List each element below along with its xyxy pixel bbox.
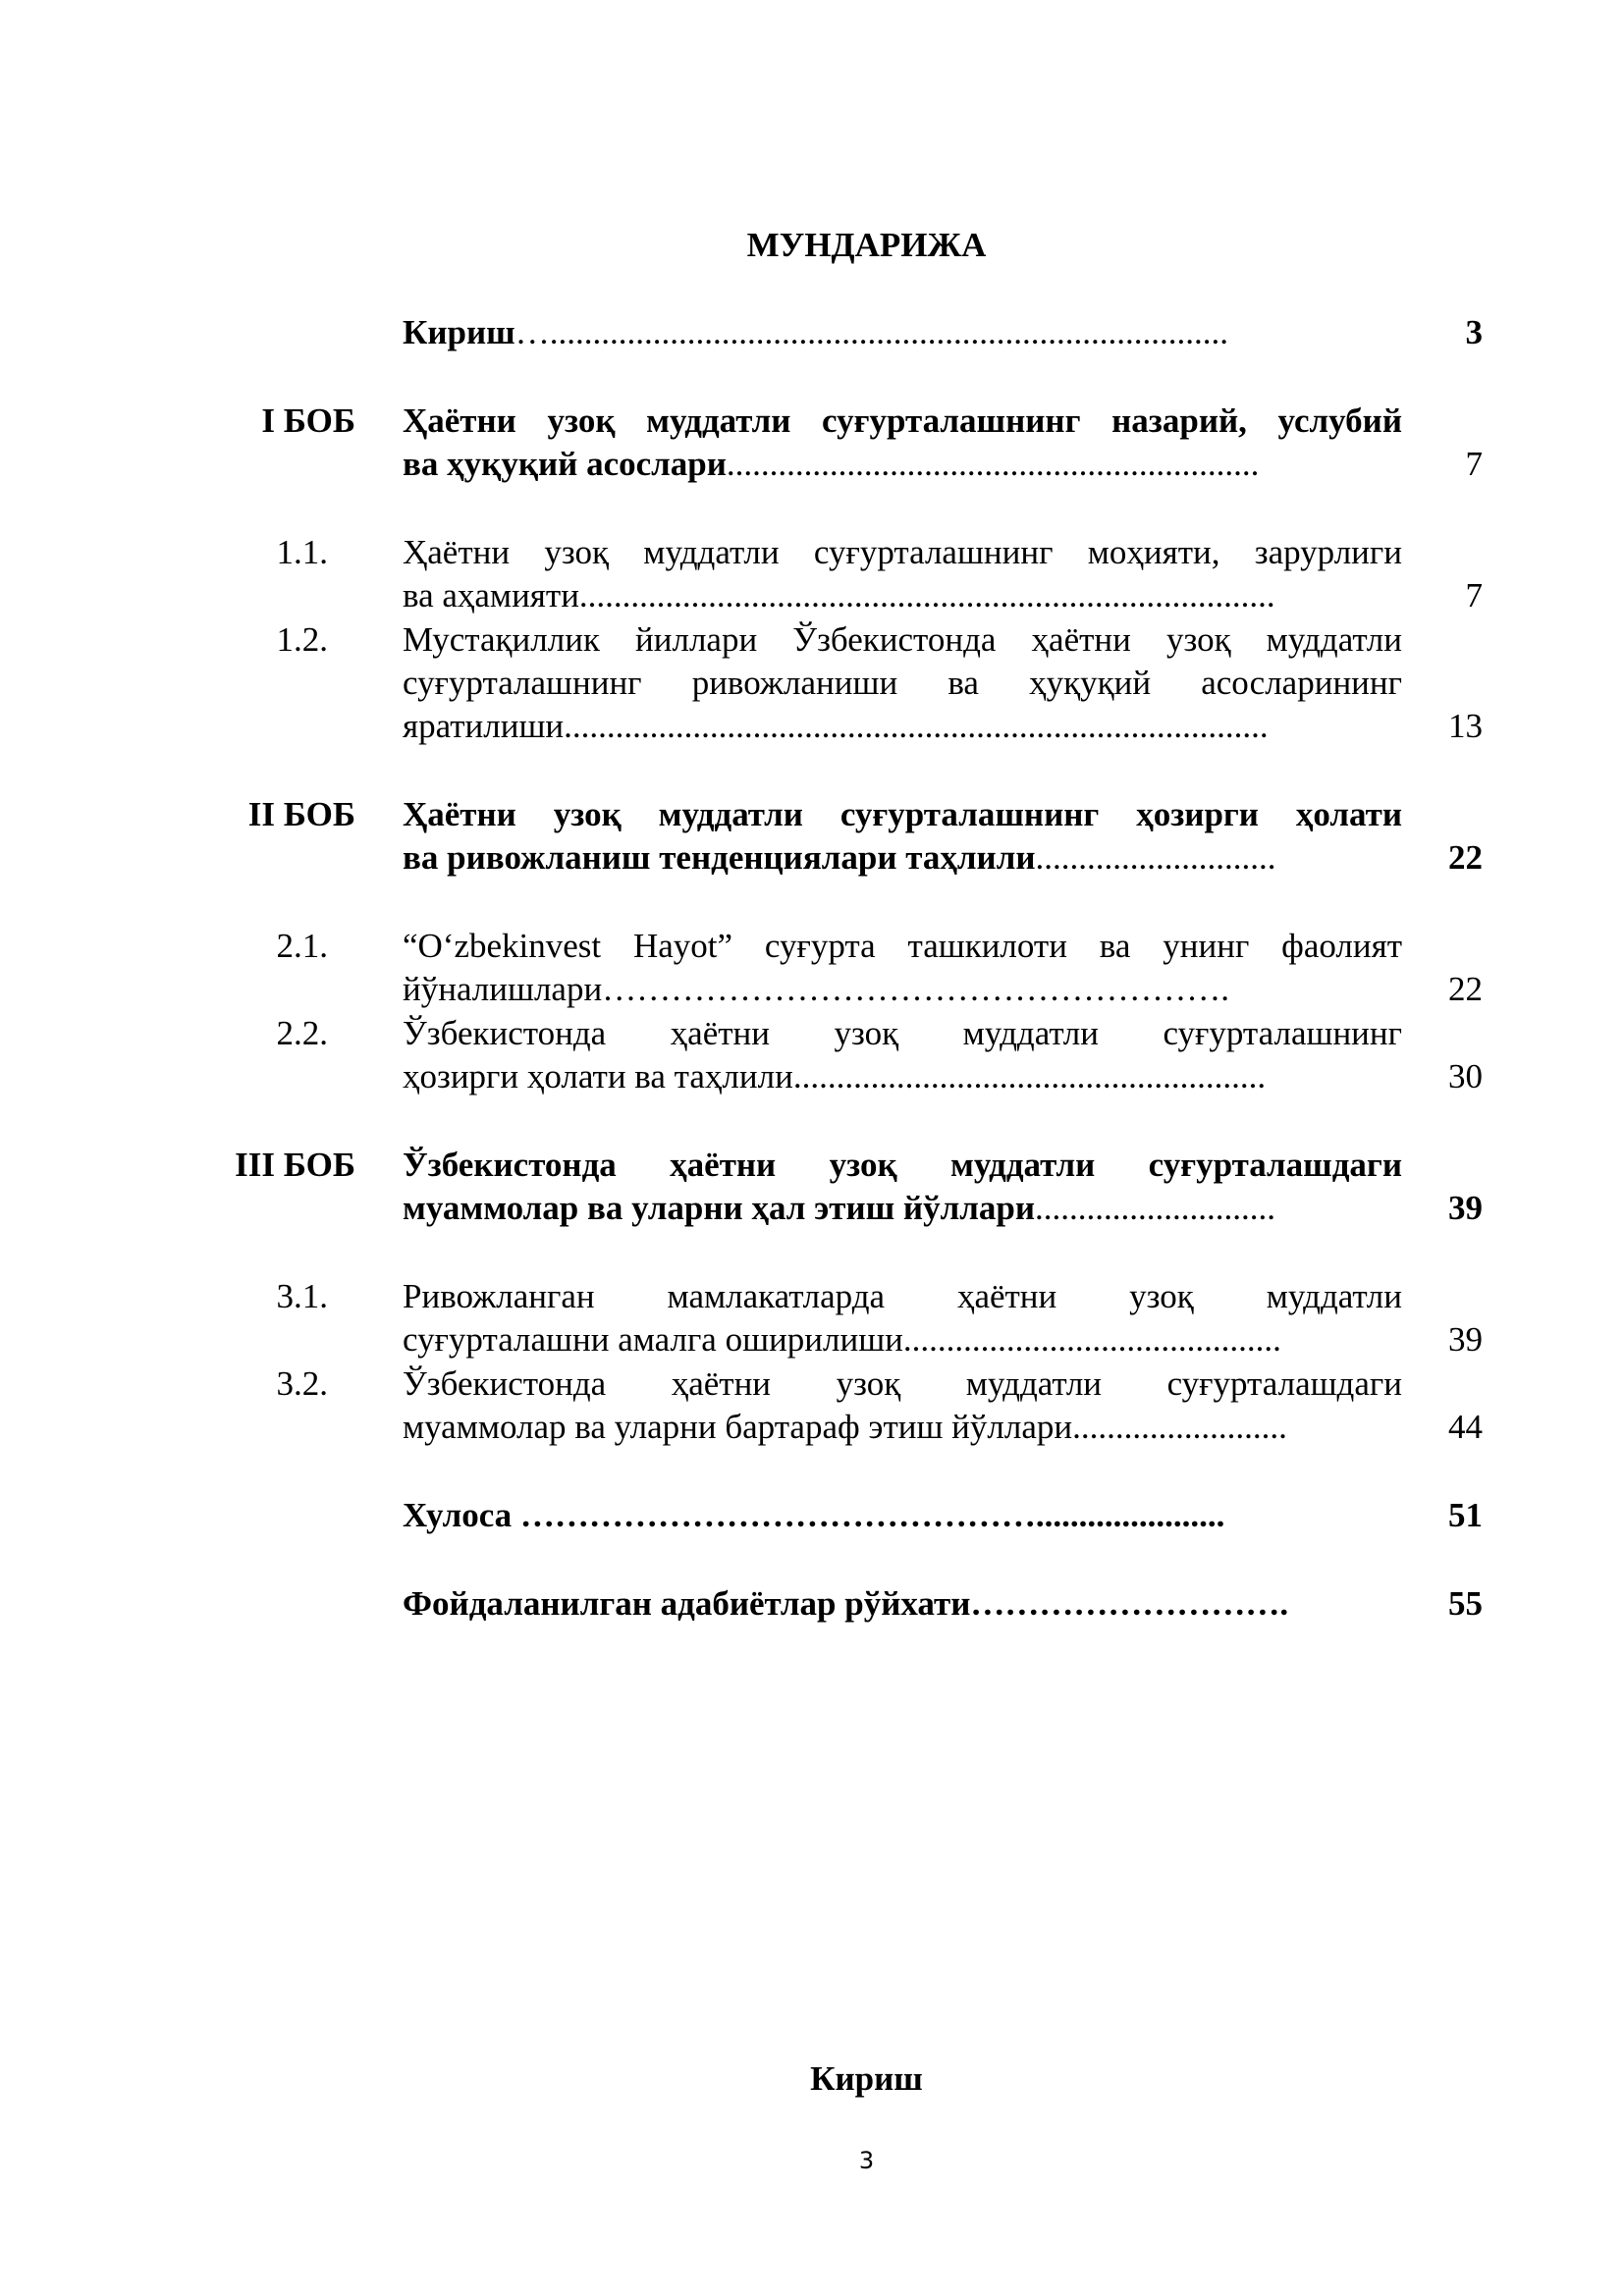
toc-page-number: 30 bbox=[1448, 1057, 1483, 1095]
toc-entry-line: Ўзбекистонда ҳаётни узоқ муддатли суғурталашдаги bbox=[403, 1364, 1402, 1403]
section-number: 3.1. bbox=[276, 1277, 328, 1315]
section-number: 2.1. bbox=[276, 927, 328, 965]
next-section-heading: Кириш bbox=[810, 2059, 923, 2098]
toc-entry-line bbox=[403, 1318, 1402, 1362]
section-number: 3.2. bbox=[276, 1364, 328, 1403]
toc-entry-title: йўналишлари bbox=[403, 970, 603, 1008]
toc-entry-line bbox=[403, 443, 1402, 486]
toc-leader-dots: ............................ bbox=[1035, 1189, 1275, 1227]
toc-leader-dots: ………………………………………………. bbox=[602, 970, 1229, 1008]
toc-entry-text bbox=[403, 1144, 1402, 1230]
toc-leader-dots: ....................................................... bbox=[792, 1057, 1267, 1095]
toc-page-number: 22 bbox=[1448, 838, 1483, 877]
toc-entry-line: Ривожланган мамлакатларда ҳаётни узоқ муддатли bbox=[403, 1277, 1402, 1315]
toc-entry-line: Мустақиллик йиллари Ўзбекистонда ҳаётни узоқ муддатли bbox=[403, 620, 1402, 659]
toc-entry-line bbox=[403, 836, 1402, 880]
toc-entry-line: суғурталашнинг ривожланиши ва ҳуқуқий асосларининг bbox=[403, 664, 1402, 702]
toc-entry-line: Ўзбекистонда ҳаётни узоқ муддатли суғурталашнинг bbox=[403, 1014, 1402, 1052]
toc-entry-title: ва ҳуқуқий асослари bbox=[403, 445, 727, 483]
toc-entry-text bbox=[403, 1275, 1402, 1362]
chapter-label: III БОБ bbox=[235, 1146, 355, 1184]
toc-entry-line bbox=[403, 1055, 1402, 1098]
toc-entry-title: Фойдаланилган адабиётлар рўйхати bbox=[403, 1584, 971, 1623]
toc-page-number: 7 bbox=[1465, 576, 1483, 614]
toc-page-number: 51 bbox=[1448, 1496, 1483, 1534]
toc-leader-dots: …............................................................................... bbox=[514, 313, 1228, 351]
toc-page-number: 39 bbox=[1448, 1189, 1483, 1227]
toc-page-number: 55 bbox=[1448, 1584, 1483, 1623]
toc-entry-title: ва ривожланиш тенденциялари таҳлили bbox=[403, 838, 1036, 877]
toc-entry-line bbox=[403, 311, 1402, 354]
toc-page-number: 3 bbox=[1465, 313, 1483, 351]
section-number: 1.1. bbox=[276, 533, 328, 571]
section-number: 2.2. bbox=[276, 1014, 328, 1052]
toc-entry-title: суғурталашни амалга оширилиши bbox=[403, 1320, 903, 1359]
toc-entry-line bbox=[403, 1406, 1402, 1449]
toc-leader-dots: ......................... bbox=[1072, 1408, 1287, 1446]
toc-entry-text bbox=[403, 531, 1402, 617]
toc-page-number: 13 bbox=[1448, 707, 1483, 745]
toc-entry-title: ва аҳамияти bbox=[403, 576, 579, 614]
toc-entry-title: Кириш bbox=[403, 313, 515, 351]
toc-title: МУНДАРИЖА bbox=[746, 226, 987, 264]
toc-entry-line bbox=[403, 1582, 1402, 1626]
toc-page-number: 22 bbox=[1448, 970, 1483, 1008]
toc-entry-line bbox=[403, 1187, 1402, 1230]
toc-entry-line bbox=[403, 574, 1402, 617]
toc-entry-text bbox=[403, 311, 1402, 354]
toc-entry-line: Ўзбекистонда ҳаётни узоқ муддатли суғурталашдаги bbox=[403, 1146, 1402, 1184]
toc-entry-text bbox=[403, 1012, 1402, 1098]
toc-entry-line bbox=[403, 968, 1402, 1011]
toc-entry-text bbox=[403, 400, 1402, 486]
footer-page-number: 3 bbox=[858, 2147, 875, 2174]
chapter-label: II БОБ bbox=[247, 795, 355, 833]
toc-page-number: 44 bbox=[1448, 1408, 1483, 1446]
toc-leader-dots: ............................ bbox=[1035, 838, 1276, 877]
toc-entry-line: “O‘zbekinvest Hayot” суғурта ташкилоти ва унинг фаолият bbox=[403, 927, 1402, 965]
toc-entry-text bbox=[403, 618, 1402, 748]
toc-entry-title: яратилиши bbox=[403, 707, 565, 745]
section-number: 1.2. bbox=[276, 620, 328, 659]
toc-entry-line bbox=[403, 1494, 1402, 1537]
toc-leader-dots: .............................................................. bbox=[726, 445, 1260, 483]
toc-entry-line: Ҳаётни узоқ муддатли суғурталашнинг моҳияти, зарурлиги bbox=[403, 533, 1402, 571]
toc-entry-title: муаммолар ва уларни ҳал этиш йўллари bbox=[403, 1189, 1035, 1227]
toc-leader-dots: ………………………. bbox=[970, 1584, 1289, 1623]
toc-leader-dots: ………………………………………...................... bbox=[512, 1496, 1225, 1534]
toc-leader-dots: .................................................................................. bbox=[564, 707, 1269, 745]
toc-page-number: 39 bbox=[1448, 1320, 1483, 1359]
toc-entry-text bbox=[403, 925, 1402, 1011]
toc-leader-dots: ................................................................................. bbox=[578, 576, 1275, 614]
toc-entry-line bbox=[403, 705, 1402, 748]
toc-leader-dots: ............................................ bbox=[902, 1320, 1281, 1359]
toc-entry-text bbox=[403, 1582, 1402, 1626]
toc-entry-title: ҳозирги ҳолати ва таҳлили bbox=[403, 1057, 793, 1095]
toc-entry-title: муаммолар ва уларни бартараф этиш йўллари bbox=[403, 1408, 1073, 1446]
toc-page-number: 7 bbox=[1465, 445, 1483, 483]
toc-entry-text bbox=[403, 793, 1402, 880]
toc-entry-text bbox=[403, 1494, 1402, 1537]
toc-entry-line: Ҳаётни узоқ муддатли суғурталашнинг назарий, услубий bbox=[403, 401, 1402, 440]
toc-entry-line: Ҳаётни узоқ муддатли суғурталашнинг ҳозирги ҳолати bbox=[403, 795, 1402, 833]
toc-entry-title: Хулоса bbox=[403, 1496, 513, 1534]
chapter-label: I БОБ bbox=[261, 401, 355, 440]
toc-entry-text bbox=[403, 1362, 1402, 1449]
